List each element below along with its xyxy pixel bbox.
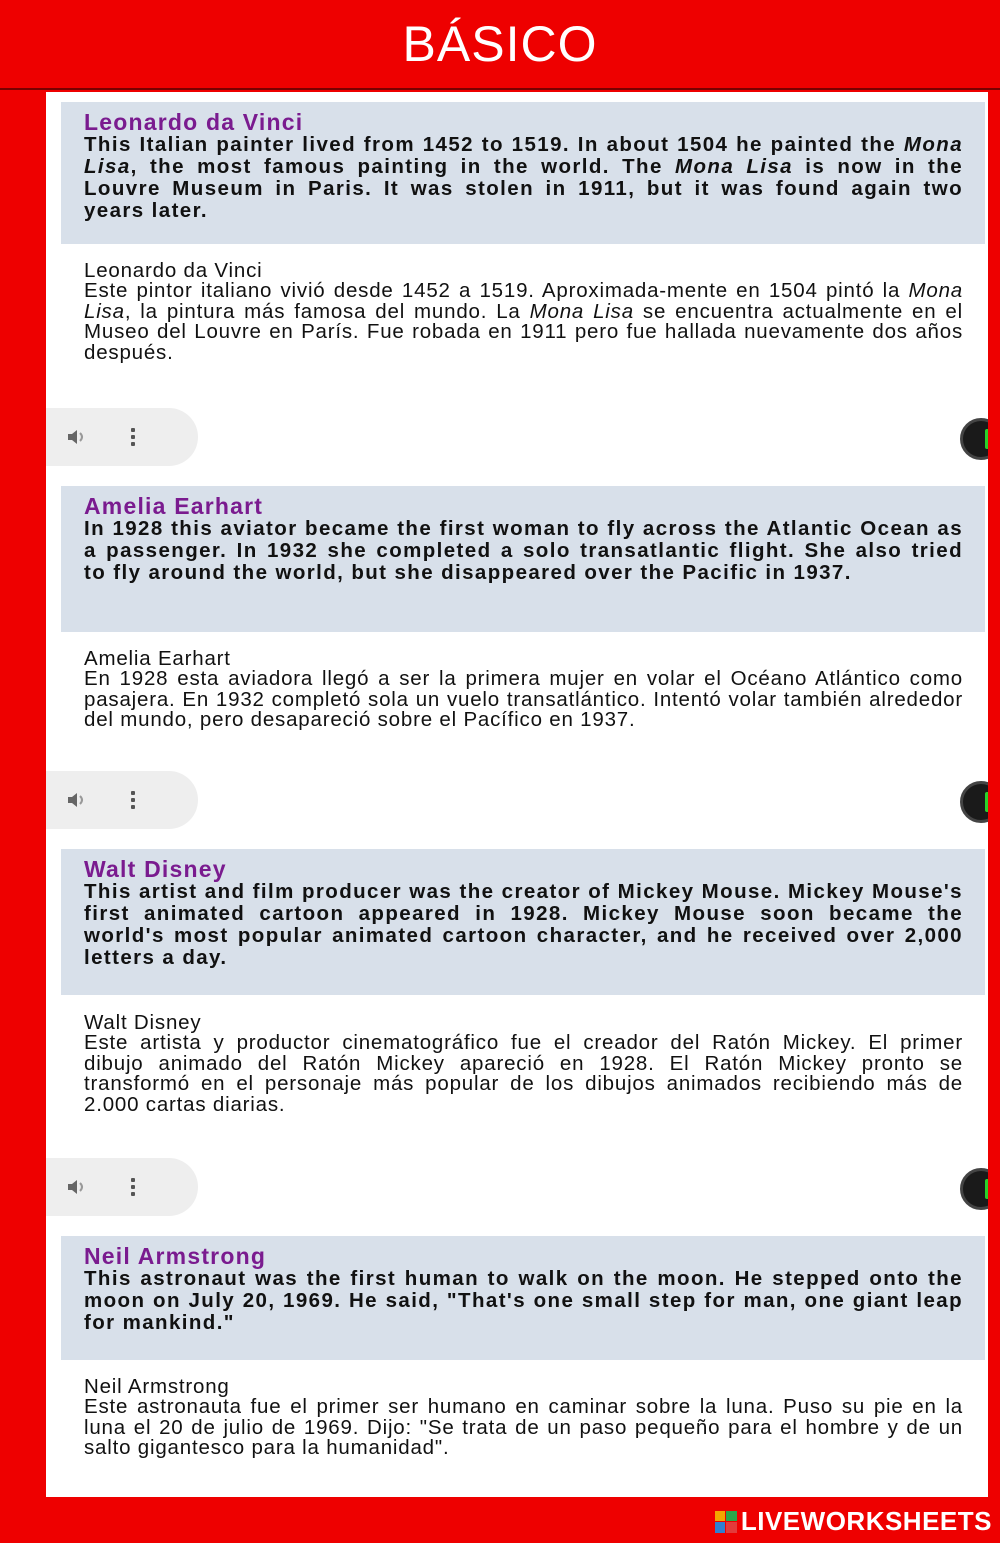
english-text: This astronaut was the first human to walk on the moon. He stepped onto the moon on July 20, 1969. He said, "That's one small step for man, one giant leap for mankind." <box>84 1267 963 1334</box>
english-text: This artist and film producer was the creator of Mickey Mouse. Mickey Mouse's first animated cartoon appeared in 1928. Mickey Mouse soon became the world's most popular animated cartoon character, and he received over 2,000 letters a day. <box>84 880 963 969</box>
audio-toggle-knob[interactable] <box>960 781 988 823</box>
spanish-card <box>61 1376 985 1459</box>
more-options-icon[interactable] <box>128 1178 138 1196</box>
text-run: se encuentra actualmente en el Museo del Louvre en París. Fue robada en 1911 pero fue hallada nuevamente dos años después. <box>84 299 963 364</box>
english-card <box>61 102 985 244</box>
italic-title: Mona Lisa <box>84 279 963 323</box>
text-run: , the most famous painting in the world. The <box>130 155 675 178</box>
english-text <box>84 134 963 222</box>
english-card <box>61 1236 985 1360</box>
spanish-card <box>61 260 985 363</box>
spanish-card <box>61 1012 985 1115</box>
spanish-title: Leonardo da Vinci <box>84 259 263 282</box>
english-title: Amelia Earhart <box>84 493 264 519</box>
spanish-text <box>84 281 963 363</box>
audio-player[interactable] <box>46 771 198 829</box>
header-bar <box>0 0 1000 90</box>
logo-mark-icon <box>715 1511 737 1533</box>
italic-title: Mona Lisa <box>675 155 793 178</box>
spanish-text: En 1928 esta aviadora llegó a ser la primera mujer en volar el Océano Atlántico como pasajera. En 1932 completó sola un vuelo transatlántico. Intentó volar también alrededor del mundo, pero desapareció sobre el Pacífico en 1937. <box>84 667 963 731</box>
spanish-card <box>61 648 985 731</box>
page-title: BÁSICO <box>402 16 598 72</box>
text-run: Este pintor italiano vivió desde 1452 a 1519. Aproximada-mente en 1504 pintó la <box>84 279 909 302</box>
english-title: Walt Disney <box>84 856 227 882</box>
english-card <box>61 486 985 632</box>
text-run: is now in the Louvre Museum in Paris. It was stolen in 1911, but it was found again two years later. <box>84 155 963 222</box>
audio-player[interactable] <box>46 1158 198 1216</box>
volume-icon[interactable] <box>64 428 92 446</box>
english-title: Leonardo da Vinci <box>84 109 304 135</box>
english-card <box>61 849 985 995</box>
logo-text: LIVEWORKSHEETS <box>740 1506 992 1536</box>
worksheet-sheet <box>46 92 988 1497</box>
spanish-title: Amelia Earhart <box>84 647 231 670</box>
liveworksheets-logo <box>715 1506 992 1537</box>
spanish-text: Este artista y productor cinematográfico fue el creador del Ratón Mickey. El primer dibujo animado del Ratón Mickey apareció en 1928. El Ratón Mickey pronto se transformó en el personaje más popular de los dibujos animados recibiendo más de 2.000 cartas diarias. <box>84 1031 963 1116</box>
text-run: This Italian painter lived from 1452 to 1519. In about 1504 he painted the <box>84 133 904 156</box>
volume-icon[interactable] <box>64 791 92 809</box>
audio-toggle-knob[interactable] <box>960 418 988 460</box>
english-text: In 1928 this aviator became the first woman to fly across the Atlantic Ocean as a passenger. In 1932 she completed a solo transatlantic flight. She also tried to fly around the world, but she disappeared over the Pacific in 1937. <box>84 517 963 584</box>
english-title: Neil Armstrong <box>84 1243 267 1269</box>
audio-toggle-knob[interactable] <box>960 1168 988 1210</box>
spanish-title: Walt Disney <box>84 1011 202 1034</box>
spanish-text: Este astronauta fue el primer ser humano en caminar sobre la luna. Puso su pie en la luna el 20 de julio de 1969. Dijo: "Se trata de un paso pequeño para el hombre y de un salto gigantesco para la humanidad". <box>84 1395 963 1459</box>
more-options-icon[interactable] <box>128 428 138 446</box>
more-options-icon[interactable] <box>128 791 138 809</box>
italic-title: Mona Lisa <box>84 133 963 178</box>
italic-title: Mona Lisa <box>529 299 634 323</box>
audio-player[interactable] <box>46 408 198 466</box>
text-run: , la pintura más famosa del mundo. La <box>124 299 530 323</box>
spanish-title: Neil Armstrong <box>84 1375 230 1398</box>
volume-icon[interactable] <box>64 1178 92 1196</box>
